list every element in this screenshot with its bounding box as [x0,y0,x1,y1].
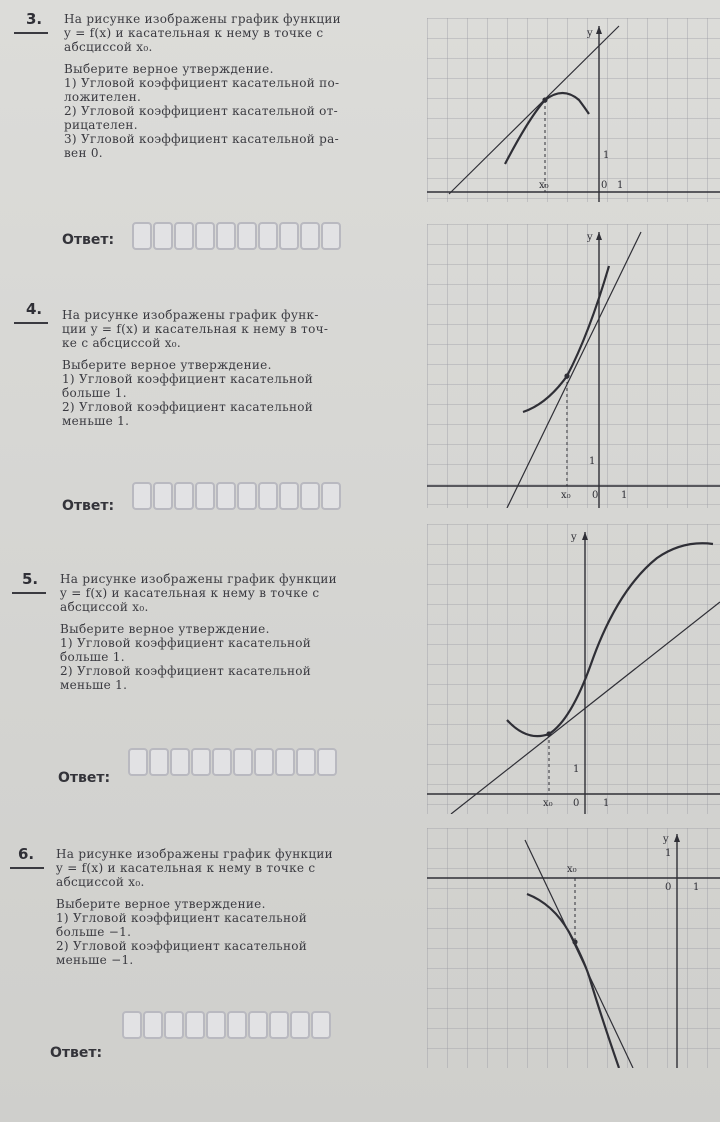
x0-label: x₀ [543,798,553,809]
answer-box[interactable] [317,748,337,776]
answer-box[interactable] [321,222,341,250]
origin-label: 0 [665,882,672,893]
option-line: 2) Угловой коэффициент касательной [60,664,312,678]
option-line: вен 0. [64,146,103,160]
task-number-underline [14,32,48,34]
graph-5-svg [427,524,720,814]
grid [427,224,720,508]
answer-box[interactable] [216,482,236,510]
answer-box[interactable] [174,222,194,250]
answer-box[interactable] [174,482,194,510]
option-line: 2) Угловой коэффициент касательной от- [64,104,339,118]
answer-box[interactable] [149,748,169,776]
answer-box[interactable] [227,1011,247,1039]
answer-box[interactable] [321,482,341,510]
origin-label: 0 [573,798,580,809]
task-line: На рисунке изображены график функции [60,572,337,586]
x0-label: x₀ [539,180,549,191]
graph-task-4 [427,224,720,508]
y-unit-label: 1 [589,456,596,467]
answer-box[interactable] [212,748,232,776]
answer-boxes[interactable] [132,222,341,250]
y-axis-label: y [663,834,669,845]
task-line: На рисунке изображены график функции [56,847,333,861]
y-unit-label: 1 [665,848,672,859]
answer-box[interactable] [311,1011,331,1039]
option-line: больше 1. [60,650,125,664]
task-number: 4. [26,300,43,318]
task-number: 5. [22,570,39,588]
task-line: На рисунке изображены график функции [64,12,341,26]
x-unit-label: 1 [603,798,610,809]
origin-label: 0 [601,180,608,191]
graph-4-svg [427,224,720,508]
task-line: y = f(x) и касательная к нему в точке с [56,861,316,875]
graph-task-3 [427,18,720,202]
answer-boxes[interactable] [128,748,337,776]
answer-label: Ответ: [62,232,115,248]
task-line: y = f(x) и касательная к нему в точке с [60,586,320,600]
answer-box[interactable] [185,1011,205,1039]
answer-box[interactable] [269,1011,289,1039]
answer-box[interactable] [300,482,320,510]
task-4 [0,300,420,530]
task-3 [0,10,420,260]
origin-label: 0 [592,490,599,501]
answer-box[interactable] [128,748,148,776]
option-line: меньше 1. [62,414,130,428]
answer-box[interactable] [237,222,257,250]
task-6 [0,845,420,1075]
task-text [60,572,405,692]
task-line: абсциссой x₀. [60,600,149,614]
x-unit-label: 1 [693,882,700,893]
option-line: 3) Угловой коэффициент касательной ра- [64,132,339,146]
task-line: ке с абсциссой x₀. [62,336,182,350]
answer-box[interactable] [132,482,152,510]
answer-box[interactable] [275,748,295,776]
answer-box[interactable] [296,748,316,776]
x-unit-label: 1 [617,180,624,191]
answer-box[interactable] [195,482,215,510]
task-number-underline [10,867,44,869]
answer-box[interactable] [290,1011,310,1039]
answer-label: Ответ: [62,498,115,514]
y-unit-label: 1 [573,764,580,775]
option-line: 1) Угловой коэффициент касательной [62,372,314,386]
task-line: абсциссой x₀. [64,40,153,54]
answer-box[interactable] [233,748,253,776]
answer-box[interactable] [122,1011,142,1039]
answer-label: Ответ: [50,1045,103,1061]
answer-box[interactable] [206,1011,226,1039]
task-line: абсциссой x₀. [56,875,145,889]
answer-box[interactable] [164,1011,184,1039]
task-5 [0,570,420,800]
x0-label: x₀ [561,490,571,501]
task-number-underline [12,592,46,594]
answer-box[interactable] [258,482,278,510]
answer-box[interactable] [191,748,211,776]
answer-box[interactable] [216,222,236,250]
option-line: меньше 1. [60,678,128,692]
option-line: больше 1. [62,386,127,400]
answer-box[interactable] [195,222,215,250]
graph-task-5 [427,524,720,814]
answer-box[interactable] [132,222,152,250]
answer-label: Ответ: [58,770,111,786]
answer-box[interactable] [248,1011,268,1039]
y-axis-label: y [587,28,593,39]
answer-box[interactable] [258,222,278,250]
task-number-underline [14,322,48,324]
task-prompt: Выберите верное утверждение. [60,622,270,636]
option-line: ложителен. [64,90,142,104]
graph-3-svg [427,18,720,202]
graph-task-6 [427,828,720,1068]
answer-box[interactable] [279,222,299,250]
option-line: 1) Угловой коэффициент касательной [60,636,312,650]
task-line: y = f(x) и касательная к нему в точке с [64,26,324,40]
graph-6-svg [427,828,720,1068]
answer-box[interactable] [153,482,173,510]
answer-box[interactable] [143,1011,163,1039]
y-unit-label: 1 [603,150,610,161]
option-line: больше −1. [56,925,132,939]
task-prompt: Выберите верное утверждение. [62,358,272,372]
answer-box[interactable] [300,222,320,250]
task-number: 3. [26,10,43,28]
y-axis-label: y [571,532,577,543]
answer-boxes[interactable] [122,1011,331,1039]
x-unit-label: 1 [621,490,628,501]
option-line: 2) Угловой коэффициент касательной [56,939,308,953]
option-line: рицателен. [64,118,138,132]
task-prompt: Выберите верное утверждение. [56,897,266,911]
grid [427,18,720,202]
task-prompt: Выберите верное утверждение. [64,62,274,76]
task-number: 6. [18,845,35,863]
task-text [64,12,409,160]
option-line: 1) Угловой коэффициент касательной по- [64,76,340,90]
option-line: 2) Угловой коэффициент касательной [62,400,314,414]
answer-box[interactable] [254,748,274,776]
option-line: меньше −1. [56,953,134,967]
task-text [56,847,401,967]
answer-box[interactable] [279,482,299,510]
answer-box[interactable] [153,222,173,250]
y-axis-label: y [587,232,593,243]
task-text [62,308,407,428]
task-line: На рисунке изображены график функ- [62,308,319,322]
answer-boxes[interactable] [132,482,341,510]
task-line: ции y = f(x) и касательная к нему в точ- [62,322,329,336]
option-line: 1) Угловой коэффициент касательной [56,911,308,925]
answer-box[interactable] [237,482,257,510]
x0-label: x₀ [567,864,577,875]
answer-box[interactable] [170,748,190,776]
